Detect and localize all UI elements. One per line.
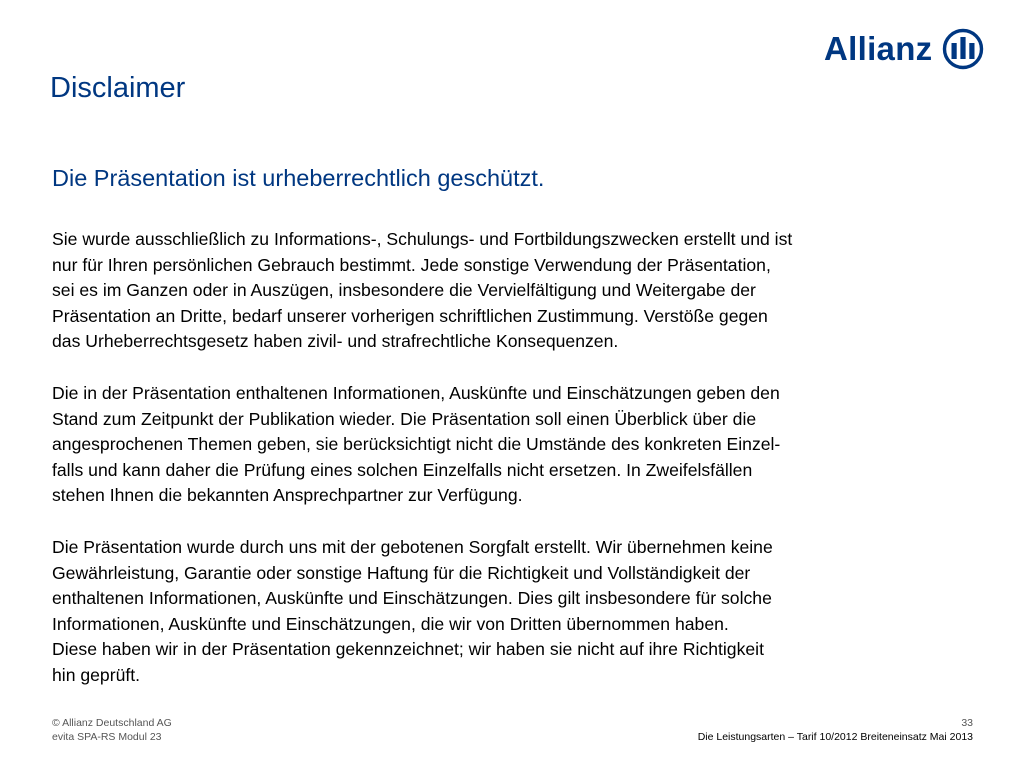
text-line: Die Präsentation wurde durch uns mit der gebotenen Sorgfalt erstellt. Wir übernehmen keine — [52, 536, 773, 557]
paragraph-information — [52, 381, 962, 509]
text-line: Die in der Präsentation enthaltenen Informationen, Auskünfte und Einschätzungen geben den — [52, 382, 780, 403]
footer-module: evita SPA-RS Modul 23 — [52, 731, 162, 743]
logo-wordmark: Allianz — [824, 30, 933, 67]
paragraph-copyright — [52, 227, 962, 355]
text-line: angesprochenen Themen geben, sie berücksichtigt nicht die Umstände des konkreten Einzel- — [52, 434, 781, 455]
text-line: stehen Ihnen die bekannten Ansprechpartner zur Verfügung. — [52, 485, 523, 506]
text-line: hin geprüft. — [52, 664, 141, 685]
text-line: Sie wurde ausschließlich zu Informations-, Schulungs- und Fortbildungszwecken erstellt und ist — [52, 229, 793, 249]
text-line: nur für Ihren persönlichen Gebrauch bestimmt. Jede sonstige Verwendung der Präsentation, — [52, 254, 771, 275]
text-line: Informationen, Auskünfte und Einschätzungen, die wir von Dritten übernommen haben. — [52, 613, 729, 634]
footer-description: Die Leistungsarten – Tarif 10/2012 Breiteneinsatz Mai 2013 — [697, 731, 973, 743]
page-title: Disclaimer — [50, 72, 186, 104]
disclaimer-body — [52, 227, 962, 715]
text-line: das Urheberrechtsgesetz haben zivil- und strafrechtliche Konsequenzen. — [52, 331, 619, 352]
text-line: falls und kann daher die Prüfung eines solchen Einzelfalls nicht ersetzen. In Zweifelsfällen — [52, 459, 753, 480]
text-line: sei es im Ganzen oder in Auszügen, insbesondere die Vervielfältigung und Weitergabe der — [52, 280, 756, 301]
allianz-eagle-icon — [942, 28, 984, 70]
text-line: Stand zum Zeitpunkt der Publikation wieder. Die Präsentation soll einen Überblick über die — [52, 408, 757, 429]
footer-right — [698, 716, 973, 744]
text-line: Gewährleistung, Garantie oder sonstige Haftung für die Richtigkeit und Vollständigkeit der — [52, 562, 751, 583]
footer-copyright: © Allianz Deutschland AG — [52, 717, 172, 729]
page-number: 33 — [961, 717, 973, 729]
page-subtitle: Die Präsentation ist urheberrechtlich geschützt. — [52, 165, 545, 191]
text-line: Präsentation an Dritte, bedarf unserer vorherigen schriftlichen Zustimmung. Verstöße gegen — [52, 305, 768, 326]
footer-left — [52, 716, 172, 744]
text-line: enthaltenen Informationen, Auskünfte und Einschätzungen. Dies gilt insbesondere für solche — [52, 588, 772, 609]
allianz-logo — [824, 26, 984, 72]
paragraph-liability — [52, 535, 962, 689]
text-line: Diese haben wir in der Präsentation gekennzeichnet; wir haben sie nicht auf ihre Richtigkeit — [52, 639, 764, 660]
